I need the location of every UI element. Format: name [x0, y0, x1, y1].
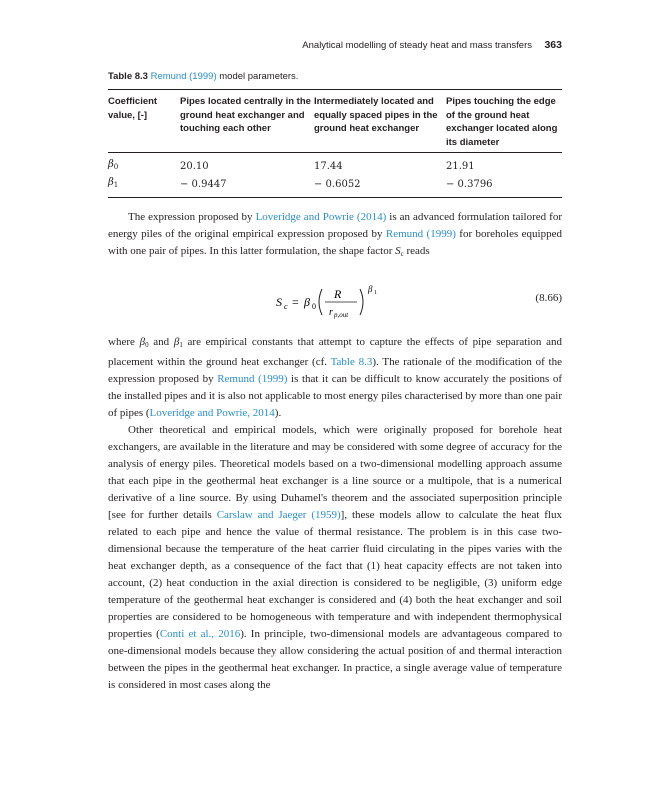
table-cell: − 0.9447 — [180, 175, 314, 198]
citation-link[interactable]: Loveridge and Powrie (2014) — [255, 211, 387, 223]
eq-lhs-sub: c — [284, 302, 288, 311]
left-paren — [319, 289, 322, 315]
subscript: 1 — [113, 181, 119, 189]
citation-link[interactable]: Conti et al., 2016 — [159, 628, 241, 640]
eq-beta: β — [304, 295, 310, 309]
caption-text: model parameters. — [216, 71, 299, 82]
column-header: Pipes located centrally in the ground heat exchanger and touching each other — [180, 90, 314, 153]
column-header: Coefficient value, [-] — [108, 90, 180, 153]
eq-equals: = — [292, 295, 299, 309]
equation-8-66 — [108, 281, 562, 325]
table-header-row — [108, 90, 562, 153]
table-cell: − 0.3796 — [446, 175, 562, 198]
table-reference-link[interactable]: Table 8.3 — [330, 356, 373, 368]
paragraph-remund-and-models: where $\beta_0$ and $\beta_1$ are empirical constants that attempt to capture the effects of pipe separation and placement within the ground heat exchanger (cf. Table 8.3). The rationale of the modification of the expression proposed by Remund (1999) is that it can be difficult to know accurately the positions of the installed pipes and it is also not applicable to most energy piles characterised by more than one pair of pipes (Loveridge and Powrie, 2014). Other theoretical and empirical models, which were originally proposed for borehole heat exchangers, are available in the literature and may be considered with some degree of accuracy for the analysis of energy piles. Theoretical models based on a two-dimensional modelling approach assume that each pipe in the geothermal heat exchanger is a line source or a multipole, that is a numerical derivative of a line source. By using Duhamel's theorem and the associated superposition principle [see for further details Carslaw and Jaeger (1959)], these models allow to calculate the heat flux related to each pipe and hence the value of thermal resistance. The problem is in this case two-dimensional because the temperature of the heat carrier fluid circulating in the pipes varies with the heat exchanger depth, as a consequence of the fact that (1) heat capacity effects are not taken into account, (2) heat conduction in the axial direction is considered to be negligible, (3) uniform edge temperature of the geothermal heat exchanger is considered and (4) both the heat exchanger and soil properties are considered to be homogeneous with temperature and with independent thermophysical properties (Conti et al., 2016). In principle, two-dimensional models are advantageous compared to one-dimensional models because they allow considering the actual position of and thermal interaction between the pipes in the geothermal heat exchanger. In practice, a single average value of temperature is considered in most cases along the — [108, 336, 563, 691]
row-symbol — [108, 153, 180, 176]
table-row — [108, 153, 562, 176]
equation-number: (8.66) — [535, 292, 562, 304]
table-caption — [108, 71, 298, 82]
citation-link[interactable]: Remund (1999) — [217, 373, 288, 385]
page-number: 363 — [544, 39, 562, 51]
right-paren — [360, 289, 363, 315]
column-header: Pipes touching the edge of the ground heat exchanger located along its diameter — [446, 90, 562, 153]
citation-link[interactable]: Carslaw and Jaeger (1959) — [216, 509, 341, 521]
table-row — [108, 175, 562, 198]
shape-factor-symbol: S — [395, 245, 401, 257]
eq-numerator: R — [334, 287, 342, 301]
row-symbol — [108, 175, 180, 198]
table-cell: 17.44 — [314, 160, 343, 172]
beta-symbol: β — [108, 177, 114, 188]
subscript: 0 — [113, 163, 119, 171]
table-cell: − 0.6052 — [314, 175, 446, 198]
caption-citation-link[interactable]: Remund (1999) — [150, 71, 217, 82]
citation-link[interactable]: Loveridge and Powrie, 2014 — [149, 407, 275, 419]
eq-beta-sub: 0 — [312, 302, 316, 311]
eq-denominator-sub: p,out — [334, 311, 349, 319]
paragraph-loveridge: The expression proposed by Loveridge and Powrie (2014) is an advanced formulation tailored for energy piles of the original empirical expression proposed by Remund (1999) for boreholes equipped with one pair of pipes. In this latter formulation, the shape factor $S_c$ reads — [108, 211, 562, 258]
table-label: Table 8.3 — [108, 71, 148, 82]
table-cell: 20.10 — [180, 160, 209, 172]
beta-symbol: β — [108, 159, 114, 170]
column-header: Intermediately located and equally spaced pipes in the ground heat exchanger — [314, 90, 446, 153]
table-cell: 21.91 — [446, 160, 475, 172]
eq-exponent-sub: 1 — [374, 290, 377, 296]
citation-link[interactable]: Remund (1999) — [385, 228, 456, 240]
eq-lhs: S — [276, 295, 282, 309]
parameters-table — [108, 89, 562, 198]
page-header — [108, 40, 562, 56]
running-title: Analytical modelling of steady heat and mass transfers — [302, 40, 532, 51]
shape-factor-equation — [274, 281, 404, 325]
eq-exponent: β — [368, 284, 373, 294]
eq-denominator: r — [329, 307, 333, 318]
